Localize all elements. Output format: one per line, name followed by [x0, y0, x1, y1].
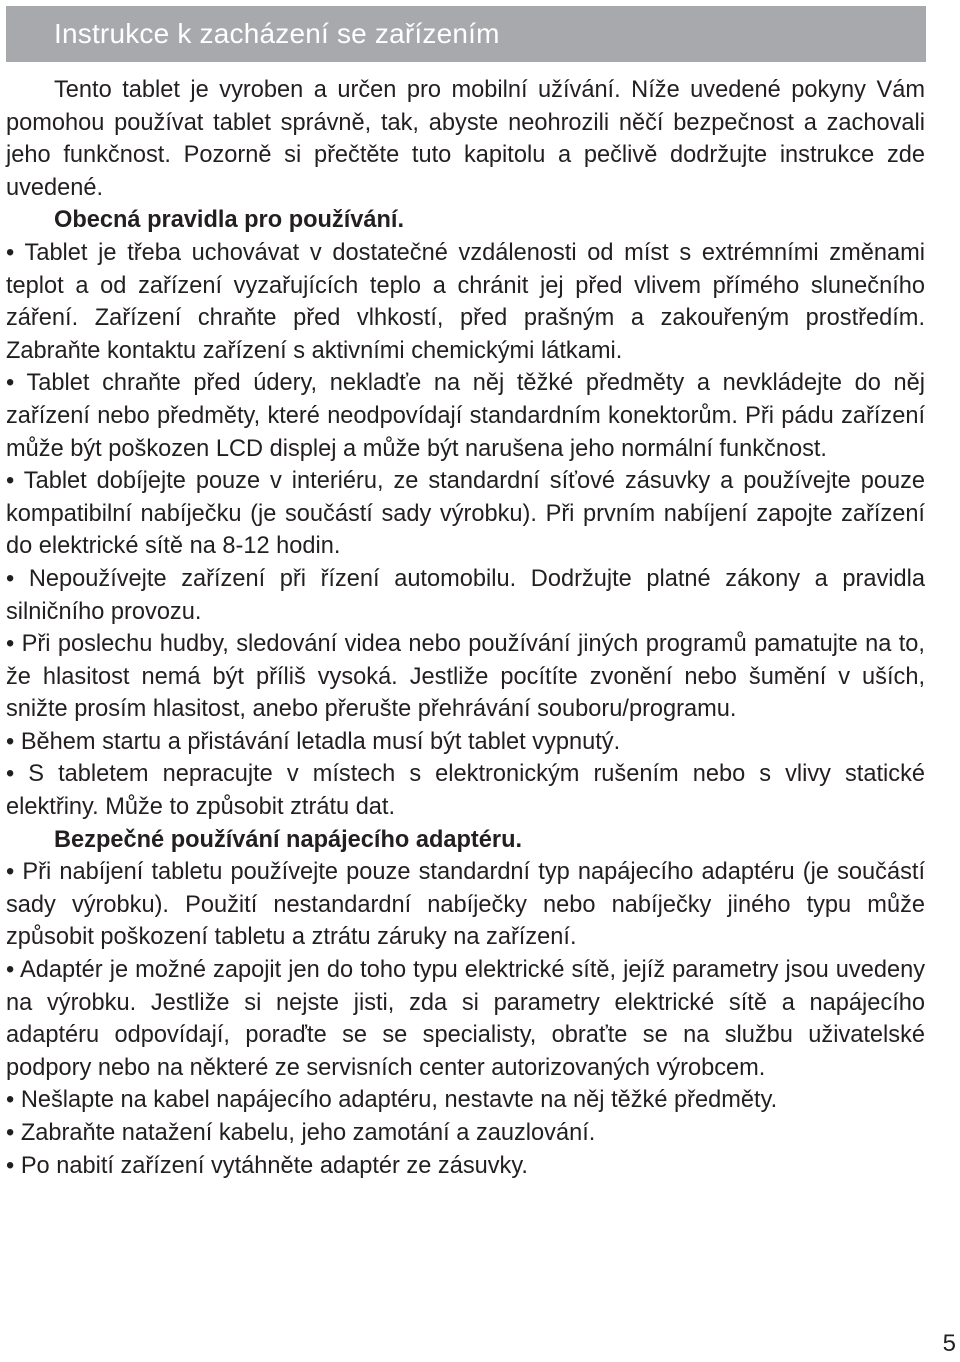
list-item: • S tabletem nepracujte v místech s elektronickým rušením nebo s vlivy statické elektřiny. Může to způsobit ztrátu dat.: [6, 761, 925, 821]
list-item: • Při poslechu hudby, sledování videa nebo používání jiných programů pamatujte na to, že hlasitost nemá být příliš vysoká. Jestliže pocítíte zvonění nebo šumění v uších, snižte prosím hlasitost, anebo přerušte přehrávání souboru/programu.: [6, 631, 925, 723]
section-header-bar: [6, 6, 926, 62]
list-item: • Tablet chraňte před údery, nekladťe na něj těžké předměty a nevkládejte do něj zařízení nebo předměty, které neodpovídají standardním konektorům. Při pádu zařízení může být poškozen LCD displej a může být narušena jeho normální funkčnost.: [6, 370, 925, 462]
page-title: Instrukce k zacházení se zařízením: [54, 18, 500, 49]
page-number: 5: [942, 1330, 956, 1357]
list-item: • Po nabití zařízení vytáhněte adaptér ze zásuvky.: [6, 1152, 528, 1179]
section-heading-adapter-safety: Bezpečné používání napájecího adaptéru.: [54, 826, 523, 853]
intro-paragraph: Tento tablet je vyroben a určen pro mobilní užívání. Níže uvedené pokyny Vám pomohou používat tablet správně, tak, abyste neohrozili něčí bezpečnost a zachovali jeho funkčnost. Pozorně si přečtěte tuto kapitolu a pečlivě dodržujte instrukce zde uvedené.: [6, 77, 925, 201]
section-heading-general-rules: Obecná pravidla pro používání.: [54, 207, 405, 234]
list-item: • Adaptér je možné zapojit jen do toho typu elektrické sítě, jejíž parametry jsou uvedeny na výrobku. Jestliže si nejste jisti, zda si parametry elektrické sítě a napájecího adaptéru odpovídají, poraďte se se specialisty, obraťte se na službu uživatelské podpory nebo na některé ze servisních center autorizovaných výrobcem.: [6, 957, 925, 1081]
document-body: [6, 74, 925, 1182]
list-item: • Zabraňte natažení kabelu, jeho zamotání a zauzlování.: [6, 1120, 596, 1146]
list-item: • Při nabíjení tabletu používejte pouze standardní typ napájecího adaptéru (je součástí sady výrobku). Použití nestandardní nabíječky nebo nabíječky jiného typu může způsobit poškození tabletu a ztrátu záruky na zařízení.: [6, 859, 925, 951]
list-item: • Během startu a přistávání letadla musí být tablet vypnutý.: [6, 728, 621, 755]
list-item: • Nešlapte na kabel napájecího adaptéru, nestavte na něj těžké předměty.: [6, 1087, 778, 1114]
list-item: • Nepoužívejte zařízení při řízení automobilu. Dodržujte platné zákony a pravidla silničního provozu.: [6, 565, 925, 625]
list-item: • Tablet dobíjejte pouze v interiéru, ze standardní síťové zásuvky a používejte pouze kompatibilní nabíječku (je součástí sady výrobku). Při prvním nabíjení zapojte zařízení do elektrické sítě na 8-12 hodin.: [6, 468, 925, 560]
list-item: • Tablet je třeba uchovávat v dostatečné vzdálenosti od míst s extrémními změnami teplot a od zařízení vyzařujících teplo a chránit jej před vlivem přímého slunečního záření. Zařízení chraňte před vlhkostí, před prašným a zakouřeným prostředím. Zabraňte kontaktu zařízení s aktivními chemickými látkami.: [6, 239, 925, 364]
